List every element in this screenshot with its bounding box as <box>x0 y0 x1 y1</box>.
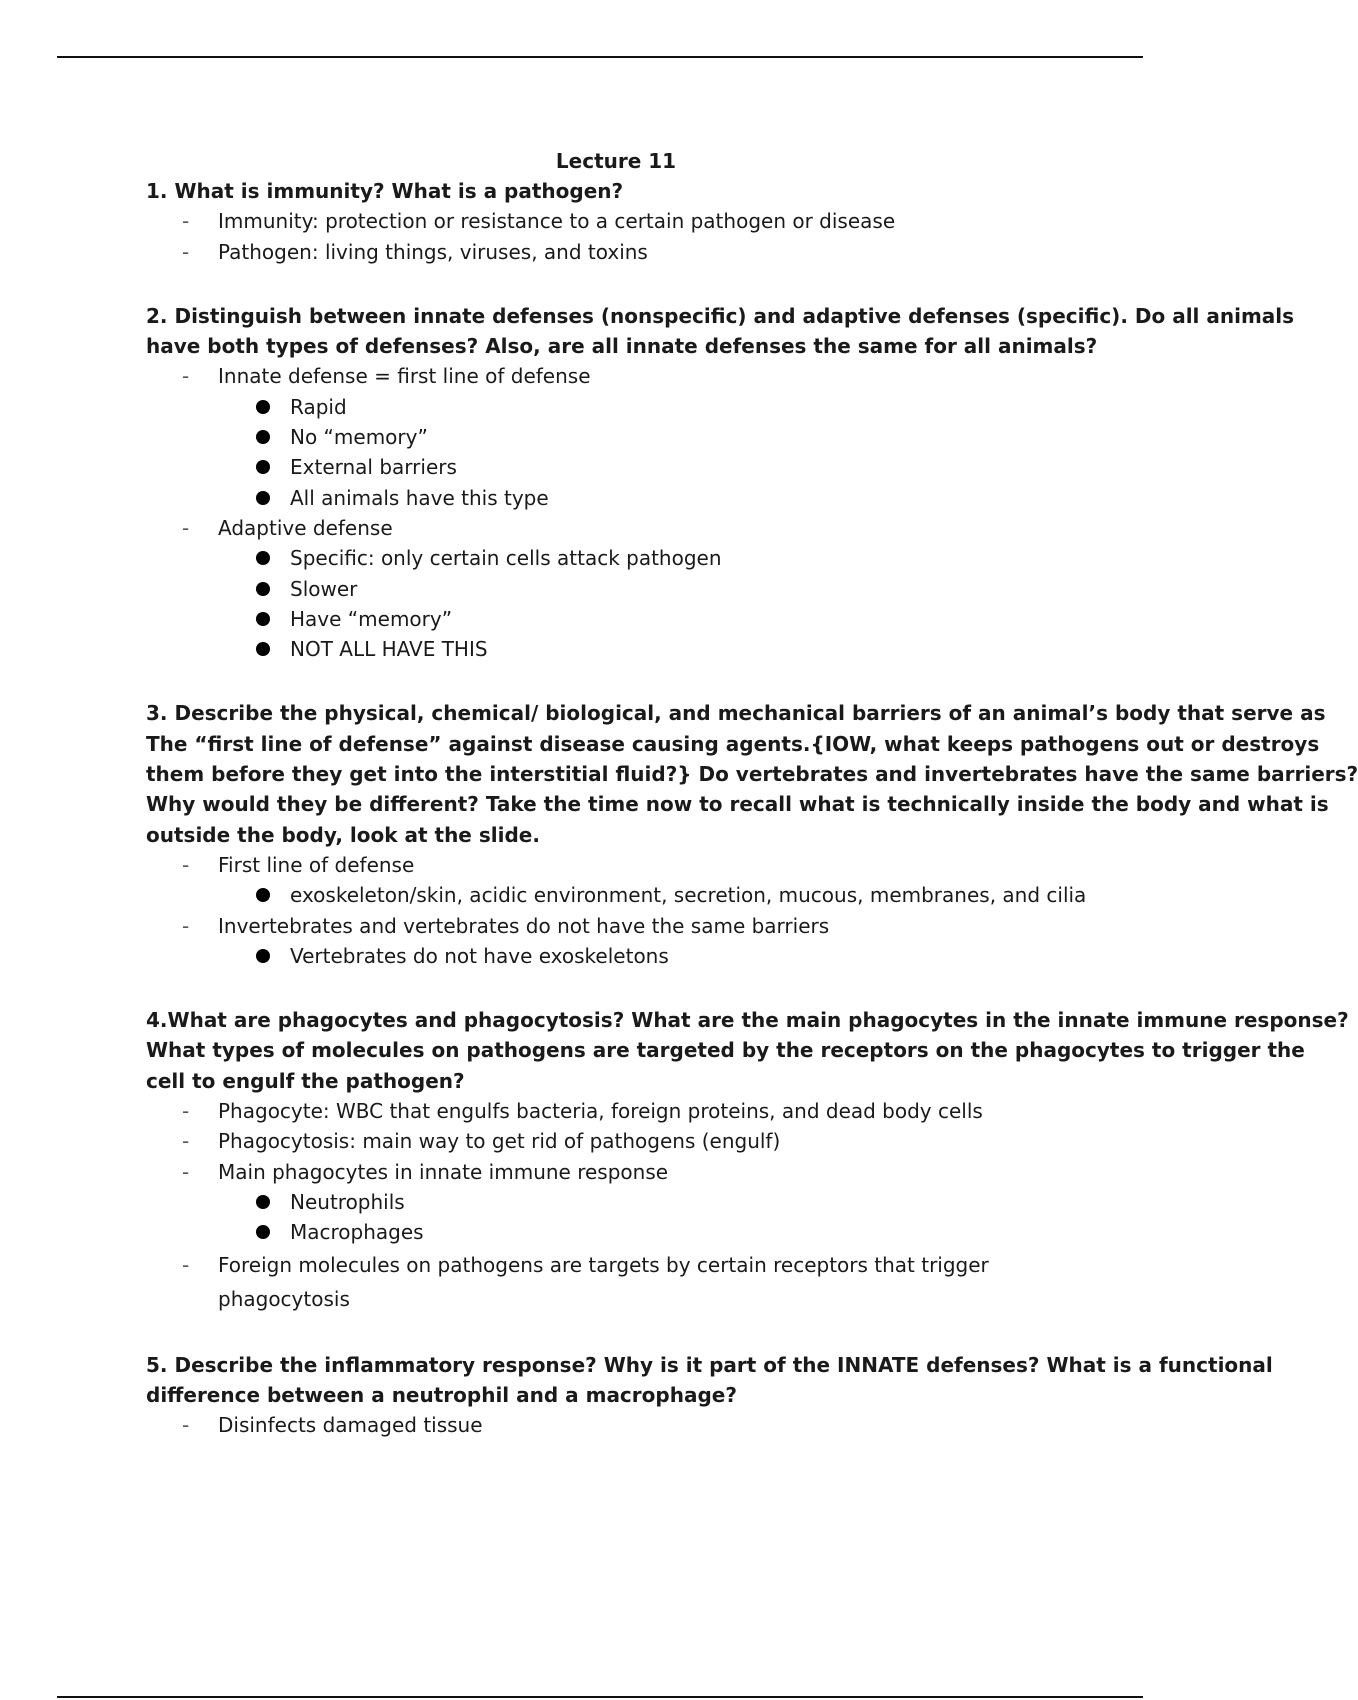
bottom-rule <box>57 1696 1143 1698</box>
section-gap <box>146 267 1200 301</box>
answer-item <box>146 911 1200 941</box>
answer-text: Pathogen: living things, viruses, and toxins <box>218 239 648 264</box>
question-text: What types of molecules on pathogens are targeted by the receptors on the phagocytes to trigger the <box>146 1038 1305 1063</box>
sub-item <box>146 880 1200 910</box>
question-text: The “first line of defense” against disease causing agents.{IOW, what keeps pathogens out or destroys <box>146 731 1320 756</box>
question-text: them before they get into the interstitial fluid?} Do vertebrates and invertebrates have the same barriers? <box>146 762 1358 787</box>
answer-text: Phagocytosis: main way to get rid of pathogens (engulf) <box>218 1129 781 1154</box>
dash-bullet-icon: - <box>182 209 190 234</box>
question-text: 3. Describe the physical, chemical/ biological, and mechanical barriers of an animal’s body that serve as <box>146 701 1326 726</box>
answer-item <box>146 206 1200 236</box>
sub-item-text: exoskeleton/skin, acidic environment, secretion, mucous, membranes, and cilia <box>290 883 1087 908</box>
round-bullet-icon <box>256 430 270 444</box>
sub-item-text: Neutrophils <box>290 1189 405 1214</box>
answer-item <box>146 850 1200 880</box>
answer-text: Innate defense = first line of defense <box>218 364 591 389</box>
sub-item <box>146 422 1200 452</box>
dash-bullet-icon: - <box>182 913 190 938</box>
top-rule <box>57 56 1143 58</box>
question-text: Why would they be different? Take the time now to recall what is technically inside the body and what is <box>146 792 1329 817</box>
dash-bullet-icon: - <box>182 1413 190 1438</box>
question-section <box>146 1350 1273 1441</box>
answer-item <box>146 1248 1200 1316</box>
section-gap <box>146 971 1200 1005</box>
answer-text: Disinfects damaged tissue <box>218 1413 483 1438</box>
sub-item-text: NOT ALL HAVE THIS <box>290 637 488 662</box>
round-bullet-icon <box>256 1225 270 1239</box>
section-gap <box>146 1316 1200 1350</box>
answer-item <box>146 1410 1200 1440</box>
round-bullet-icon <box>256 491 270 505</box>
sub-item <box>146 604 1200 634</box>
round-bullet-icon <box>256 582 270 596</box>
question-text: outside the body, look at the slide. <box>146 822 540 847</box>
question-section <box>146 698 1358 971</box>
question-text: difference between a neutrophil and a macrophage? <box>146 1382 737 1407</box>
question-text: cell to engulf the pathogen? <box>146 1068 465 1093</box>
sub-item <box>146 543 1200 573</box>
question-section <box>146 301 1295 665</box>
question-text: 5. Describe the inflammatory response? Why is it part of the INNATE defenses? What is a functional <box>146 1352 1273 1377</box>
answer-text: Phagocyte: WBC that engulfs bacteria, foreign proteins, and dead body cells <box>218 1099 983 1124</box>
answer-text-continuation: phagocytosis <box>218 1286 350 1311</box>
sub-item-text: Macrophages <box>290 1220 424 1245</box>
sub-item <box>146 941 1200 971</box>
dash-bullet-icon: - <box>182 515 190 540</box>
dash-bullet-icon: - <box>182 1159 190 1184</box>
dash-bullet-icon: - <box>182 1129 190 1154</box>
answer-item <box>146 1157 1200 1187</box>
answer-text: First line of defense <box>218 852 415 877</box>
sub-item-text: Vertebrates do not have exoskeletons <box>290 943 669 968</box>
answer-item <box>146 1126 1200 1156</box>
dash-bullet-icon: - <box>182 1099 190 1124</box>
sub-item <box>146 1187 1200 1217</box>
round-bullet-icon <box>256 612 270 626</box>
question-list <box>146 176 1358 1440</box>
sub-item <box>146 392 1200 422</box>
sub-item-text: All animals have this type <box>290 485 549 510</box>
sub-item-text: Slower <box>290 576 358 601</box>
sub-item-text: Specific: only certain cells attack pathogen <box>290 546 722 571</box>
question-section <box>146 1005 1349 1315</box>
dash-bullet-icon: - <box>182 239 190 264</box>
question-text: have both types of defenses? Also, are all innate defenses the same for all animals? <box>146 334 1098 359</box>
question-section <box>146 176 1200 267</box>
answer-item <box>146 1096 1200 1126</box>
sub-item-text: External barriers <box>290 455 457 480</box>
answer-text: Foreign molecules on pathogens are targets by certain receptors that trigger <box>218 1252 989 1277</box>
round-bullet-icon <box>256 642 270 656</box>
answer-text: Main phagocytes in innate immune response <box>218 1159 669 1184</box>
answer-text: Immunity: protection or resistance to a certain pathogen or disease <box>218 209 896 234</box>
sub-item <box>146 1217 1200 1247</box>
page-title: Lecture 11 <box>555 149 677 173</box>
answer-text: Adaptive defense <box>218 515 393 540</box>
answer-item <box>146 361 1200 391</box>
round-bullet-icon <box>256 551 270 565</box>
dash-bullet-icon: - <box>182 852 190 877</box>
sub-item <box>146 574 1200 604</box>
section-gap <box>146 664 1200 698</box>
dash-bullet-icon: - <box>182 1252 190 1277</box>
sub-item <box>146 452 1200 482</box>
answer-item <box>146 237 1200 267</box>
question-text: 2. Distinguish between innate defenses (nonspecific) and adaptive defenses (specific). Do all animals <box>146 303 1295 328</box>
sub-item <box>146 483 1200 513</box>
question-text: 1. What is immunity? What is a pathogen? <box>146 179 624 203</box>
answer-item <box>146 513 1200 543</box>
dash-bullet-icon: - <box>182 364 190 389</box>
sub-item-text: Rapid <box>290 394 347 419</box>
round-bullet-icon <box>256 1195 270 1209</box>
round-bullet-icon <box>256 400 270 414</box>
document-body <box>146 146 1358 1440</box>
round-bullet-icon <box>256 888 270 902</box>
answer-text: Invertebrates and vertebrates do not have the same barriers <box>218 913 830 938</box>
round-bullet-icon <box>256 949 270 963</box>
sub-item-text: Have “memory” <box>290 606 453 631</box>
round-bullet-icon <box>256 460 270 474</box>
sub-item <box>146 634 1200 664</box>
question-text: 4.What are phagocytes and phagocytosis? What are the main phagocytes in the innate immune response? <box>146 1008 1349 1033</box>
sub-item-text: No “memory” <box>290 425 428 450</box>
